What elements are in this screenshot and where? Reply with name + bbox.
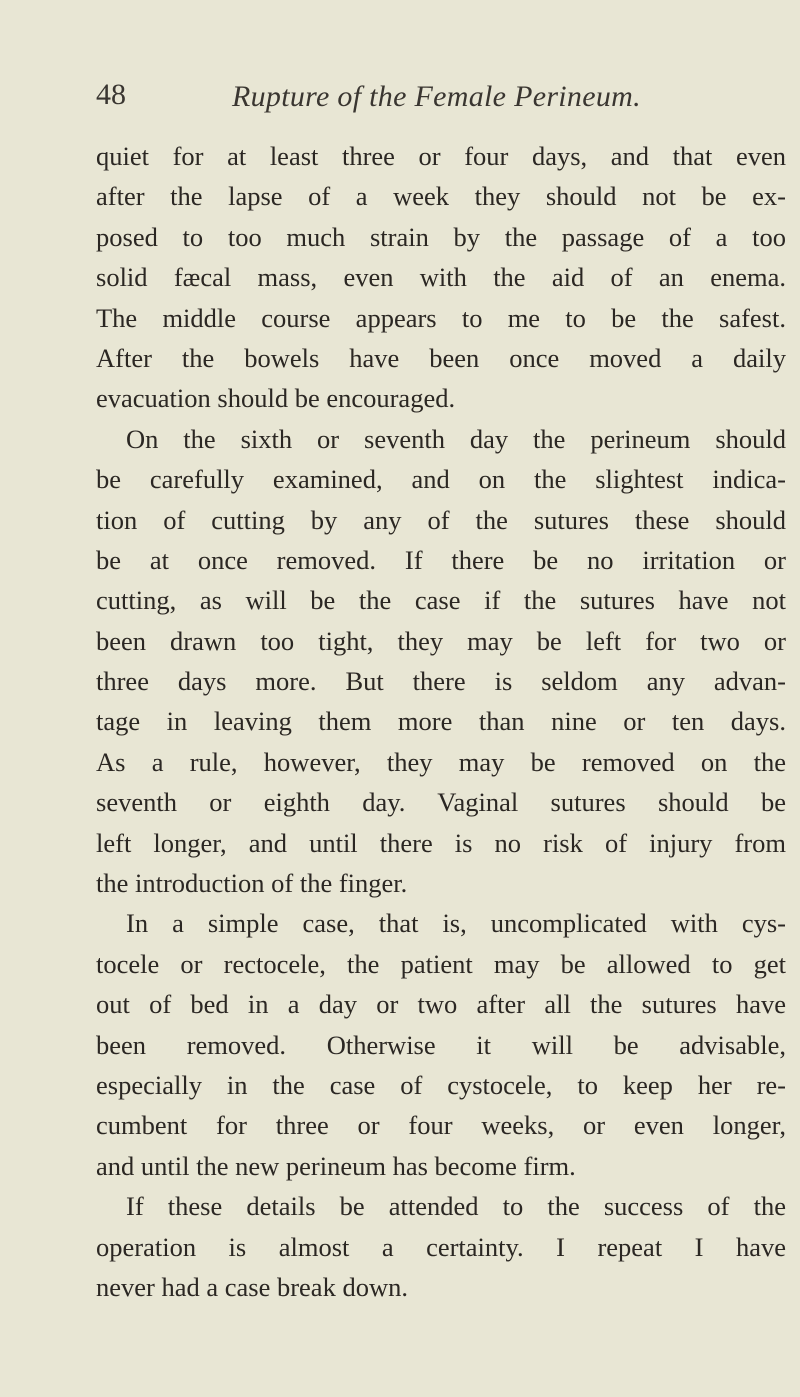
text-line: left longer, and until there is no risk of injury from	[96, 827, 786, 858]
text-line: after the lapse of a week they should not be ex-	[96, 181, 786, 212]
text-line: cumbent for three or four weeks, or even longer,	[96, 1110, 786, 1141]
text-line: been removed. Otherwise it will be advisable,	[96, 1029, 786, 1060]
text-line: As a rule, however, they may be removed on the	[96, 746, 786, 777]
text-line: solid fæcal mass, even with the aid of an enema.	[96, 262, 786, 293]
text-line: especially in the case of cystocele, to keep her re-	[96, 1069, 786, 1100]
text-line: evacuation should be encouraged.	[96, 383, 456, 414]
text-line: be carefully examined, and on the slightest indica-	[96, 464, 786, 495]
text-line: In a simple case, that is, uncomplicated with cys-	[126, 908, 786, 939]
text-line: the introduction of the finger.	[96, 868, 408, 899]
text-line: tage in leaving them more than nine or ten days.	[96, 706, 786, 737]
text-line: If these details be attended to the success of the	[126, 1191, 786, 1222]
page-header	[0, 72, 800, 122]
text-line: After the bowels have been once moved a daily	[96, 342, 786, 373]
page-number: 48	[96, 78, 126, 111]
text-line: out of bed in a day or two after all the sutures have	[96, 989, 786, 1020]
text-line: tocele or rectocele, the patient may be allowed to get	[96, 948, 786, 979]
body-text	[96, 136, 786, 1307]
text-line: three days more. But there is seldom any advan-	[96, 666, 786, 697]
text-line: never had a case break down.	[96, 1271, 408, 1302]
text-line: operation is almost a certainty. I repeat I have	[96, 1231, 786, 1262]
text-line: On the sixth or seventh day the perineum should	[126, 423, 786, 454]
text-line: posed to too much strain by the passage of a too	[96, 221, 786, 252]
text-line: cutting, as will be the case if the sutures have not	[96, 585, 786, 616]
running-title: Rupture of the Female Perineum.	[232, 80, 641, 113]
text-line: been drawn too tight, they may be left for two or	[96, 625, 786, 656]
text-line: seventh or eighth day. Vaginal sutures should be	[96, 787, 786, 818]
text-line: and until the new perineum has become firm.	[96, 1150, 576, 1181]
text-line: The middle course appears to me to be the safest.	[96, 302, 786, 333]
text-line: tion of cutting by any of the sutures these should	[96, 504, 786, 535]
text-line: be at once removed. If there be no irritation or	[96, 544, 786, 575]
text-line: quiet for at least three or four days, and that even	[96, 141, 786, 171]
